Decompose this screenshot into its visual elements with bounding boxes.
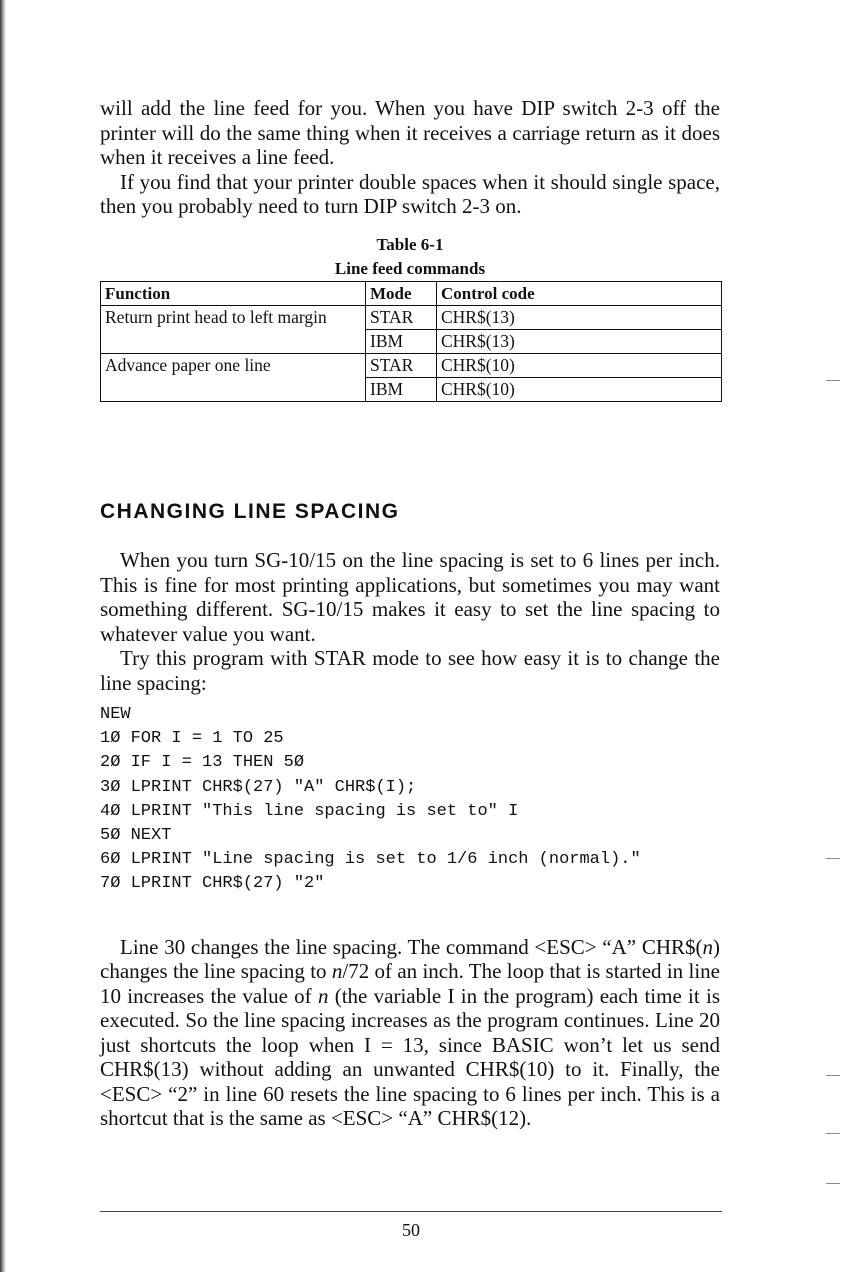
variable-n: n [331,959,343,984]
scan-mark [826,1075,840,1076]
header-function: Function [101,281,366,305]
code-line: 3Ø LPRINT CHR$(27) "A" CHR$(I); [100,777,417,797]
variable-n: n [702,934,713,959]
code-line: 4Ø LPRINT "This line spacing is set to" I [100,801,519,821]
page-number: 50 [402,1220,420,1240]
cell-function [101,329,366,353]
table-header-row [101,281,722,305]
page-content [100,96,720,1131]
code-line: 5Ø NEXT [100,826,172,846]
table-number: Table 6-1 [376,234,444,254]
scan-mark [826,858,840,859]
scan-mark [826,380,840,381]
explanation-paragraph [100,935,720,1131]
section-heading: CHANGING LINE SPACING [100,500,400,523]
explanation-text: Line 30 changes the line spacing. The command <ESC> “A” CHR$( [120,934,703,959]
table-row [101,377,722,401]
scan-edge [0,0,6,1272]
code-line: 6Ø LPRINT "Line spacing is set to 1/6 inch (normal)." [100,850,641,870]
cell-code: CHR$(10) [437,353,722,377]
table-row [101,329,722,353]
header-control-code: Control code [437,281,722,305]
section-body [100,548,720,1131]
code-line: 2Ø IF I = 13 THEN 5Ø [100,753,305,773]
cell-mode: IBM [366,329,437,353]
cell-code: CHR$(13) [437,305,722,329]
explanation-text: (the variable I in the program) each time it is executed. So the line spacing increases as the program continues. Line 20 just shortcuts the loop when I = 13, since BASIC won’t let us send CHR$(13) without adding an unwanted CHR$(10) to it. Finally, the <ESC> “2” in line 60 resets the line spacing to 6 lines per inch. This is a shortcut that is the same as <ESC> “A” CHR$(12). [100,983,720,1131]
cell-mode: STAR [366,305,437,329]
cell-code: CHR$(10) [437,377,722,401]
intro-paragraph-2: If you find that your printer double spaces when it should single space, then you probably need to turn DIP switch 2-3 on. [100,169,720,218]
scan-mark [826,1183,840,1184]
explanation-text: /72 of an inch. The loop that is started in line 10 increases the value of [100,959,720,1008]
table-caption: Line feed commands [334,258,486,278]
code-line: 7Ø LPRINT CHR$(27) "2" [100,874,325,894]
section-paragraph-1: When you turn SG-10/15 on the line spacing is set to 6 lines per inch. This is fine for most printing applications, but sometimes you may want something different. SG-10/15 makes it easy to set the line spacing to whatever value you want. [100,548,720,646]
variable-n: n [317,983,329,1008]
code-listing [100,703,720,897]
table-row [101,305,722,329]
header-mode: Mode [366,281,437,305]
explanation-text: ) changes the line spacing to [100,934,720,984]
cell-function: Return print head to left margin [101,305,366,329]
intro-paragraph-1: will add the line feed for you. When you have DIP switch 2-3 off the printer will do the same thing when it receives a carriage return as it does when it receives a line feed. [100,96,720,169]
code-line: NEW [100,705,131,724]
cell-function [101,377,366,401]
section-paragraph-2: Try this program with STAR mode to see how easy it is to change the line spacing: [100,646,720,695]
line-feed-table [100,281,722,402]
cell-function: Advance paper one line [101,353,366,377]
footer-rule [100,1211,722,1212]
table-row [101,353,722,377]
code-line: 1Ø FOR I = 1 TO 25 [100,729,284,749]
cell-code: CHR$(13) [437,329,722,353]
cell-mode: IBM [366,377,437,401]
scan-mark [826,1133,840,1134]
cell-mode: STAR [366,353,437,377]
